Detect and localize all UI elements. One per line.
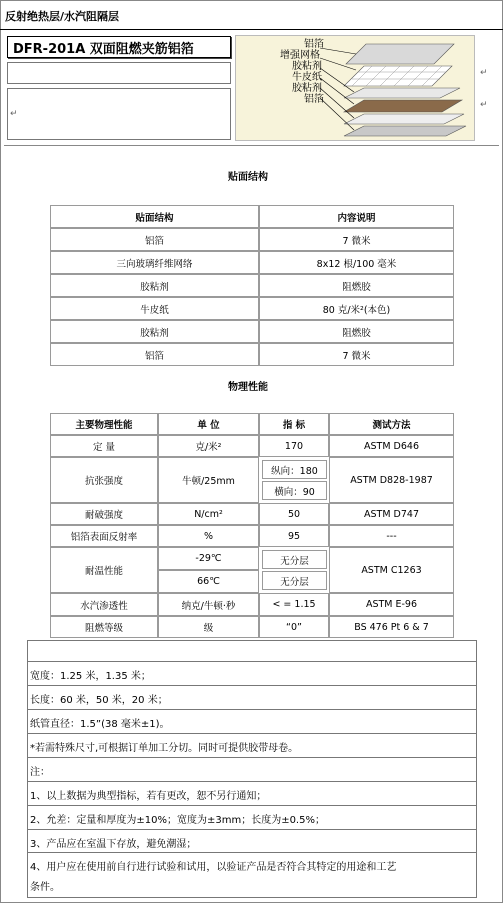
layer-diagram <box>235 35 475 141</box>
property-unit: 66℃ <box>158 570 259 593</box>
property-name: 耐温性能 <box>50 547 158 593</box>
structure-desc: 80 克/米²(本色) <box>259 297 454 320</box>
property-name: 抗张强度 <box>50 457 158 503</box>
property-method: BS 476 Pt 6 & 7 <box>329 616 454 638</box>
note-line: 3、产品应在室温下存放，避免潮湿； <box>30 839 197 850</box>
structure-header-1: 贴面结构 <box>50 205 259 228</box>
layer-label-1: 铝箔 <box>304 39 324 50</box>
structure-layer: 三向玻璃纤维网络 <box>50 251 259 274</box>
physical-header-2: 单 位 <box>158 413 259 435</box>
property-unit: N/cm² <box>158 503 259 525</box>
structure-heading: 贴面结构 <box>228 172 268 183</box>
structure-layer: 铝箔 <box>50 343 259 366</box>
note-line: 宽度：1.25 米，1.35 米； <box>30 671 151 682</box>
property-value: “0” <box>259 616 329 638</box>
structure-layer: 牛皮纸 <box>50 297 259 320</box>
property-value: 无分层 <box>262 571 327 590</box>
layer-label-3: 胶粘剂 <box>292 61 322 72</box>
structure-layer: 胶粘剂 <box>50 274 259 297</box>
paragraph-mark: ↵ <box>480 100 488 110</box>
product-title: DFR-201A 双面阻燃夹筋铝箔 <box>13 41 194 57</box>
note-line: 2、允差：定量和厚度为±10%；宽度为±3mm；长度为±0.5%； <box>30 815 325 826</box>
section-title: 反射绝热层/水汽阻隔层 <box>5 10 120 23</box>
property-unit: % <box>158 525 259 547</box>
physical-header-1: 主要物理性能 <box>50 413 158 435</box>
property-name: 水汽渗透性 <box>50 593 158 616</box>
structure-desc: 8x12 根/100 毫米 <box>259 251 454 274</box>
property-method: ASTM E-96 <box>329 593 454 616</box>
physical-header-4: 测试方法 <box>329 413 454 435</box>
physical-heading: 物理性能 <box>228 382 268 393</box>
property-method: ASTM D828-1987 <box>329 457 454 503</box>
property-name: 耐破强度 <box>50 503 158 525</box>
structure-desc: 7 微米 <box>259 343 454 366</box>
paragraph-mark: ↵ <box>10 109 18 119</box>
note-line: *若需特殊尺寸,可根据订单加工分切。同时可提供胶带母卷。 <box>30 743 299 754</box>
structure-header-2: 内容说明 <box>259 205 454 228</box>
property-value: 170 <box>259 435 329 457</box>
note-line: 长度：60 米，50 米，20 米； <box>30 695 168 706</box>
structure-layer: 胶粘剂 <box>50 320 259 343</box>
note-line: 1、以上数据为典型指标，若有更改，恕不另行通知； <box>30 791 267 802</box>
physical-header-3: 指 标 <box>259 413 329 435</box>
property-method: --- <box>329 525 454 547</box>
structure-desc: 阻燃胶 <box>259 274 454 297</box>
structure-layer: 铝箔 <box>50 228 259 251</box>
note-line: 条件。 <box>30 882 60 893</box>
blank-box-1 <box>7 62 231 84</box>
layer-label-2: 增强网格 <box>280 50 320 61</box>
property-unit: 克/米² <box>158 435 259 457</box>
property-name: 铝箔表面反射率 <box>50 525 158 547</box>
structure-desc: 阻燃胶 <box>259 320 454 343</box>
structure-desc: 7 微米 <box>259 228 454 251</box>
note-line: 纸管直径：1.5”(38 毫米±1)。 <box>30 719 170 730</box>
property-value: 95 <box>259 525 329 547</box>
property-method: ASTM D646 <box>329 435 454 457</box>
product-title-box <box>7 36 231 58</box>
property-name: 阻燃等级 <box>50 616 158 638</box>
property-unit: -29℃ <box>158 547 259 570</box>
property-value: 横向：90 <box>262 481 327 500</box>
layer-label-6: 铝箔 <box>304 94 324 105</box>
paragraph-mark: ↵ <box>480 68 488 78</box>
note-line: 注： <box>30 767 50 778</box>
note-line: 4、用户应在使用前自行进行试验和试用，以验证产品是否符合其特定的用途和工艺 <box>30 862 397 873</box>
property-unit: 级 <box>158 616 259 638</box>
property-value: 50 <box>259 503 329 525</box>
blank-box-2 <box>7 88 231 140</box>
property-value: 无分层 <box>262 550 327 569</box>
property-value: 纵向：180 <box>262 460 327 479</box>
property-name: 定 量 <box>50 435 158 457</box>
property-value: < = 1.15 <box>259 593 329 616</box>
property-method: ASTM C1263 <box>329 547 454 593</box>
layer-label-4: 牛皮纸 <box>292 72 322 83</box>
property-unit: 牛顿/25mm <box>158 457 259 503</box>
layer-label-5: 胶粘剂 <box>292 83 322 94</box>
layer-diagram-svg <box>236 36 476 142</box>
property-unit: 纳克/牛顿·秒 <box>158 593 259 616</box>
property-method: ASTM D747 <box>329 503 454 525</box>
